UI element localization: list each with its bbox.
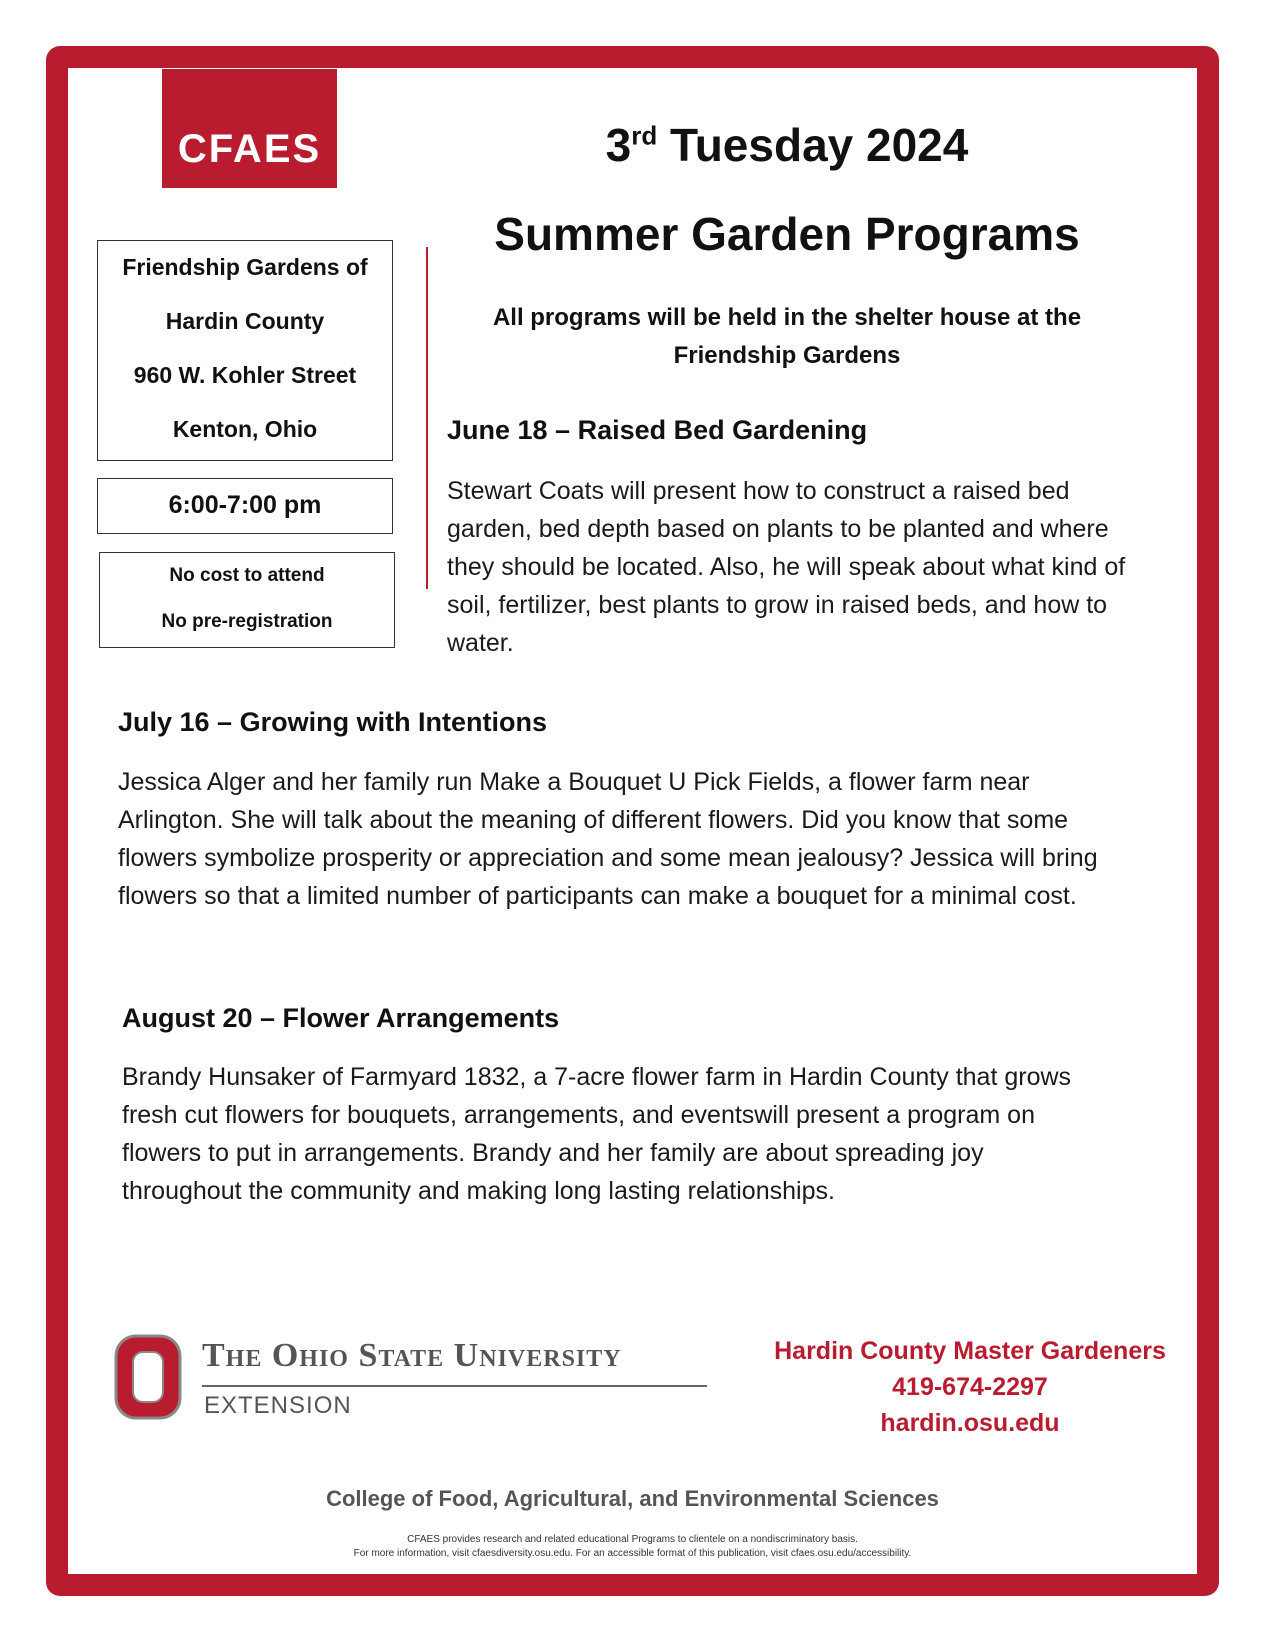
contact-website[interactable]: hardin.osu.edu xyxy=(880,1409,1060,1437)
contact-block xyxy=(750,1333,1190,1441)
osu-wordmark: The Ohio State University xyxy=(202,1337,622,1374)
title-ordinal-suffix: rd xyxy=(631,120,658,151)
info-line: No cost to attend xyxy=(169,565,325,586)
page-subtitle-heading: Summer Garden Programs xyxy=(494,208,1080,260)
location-line: 960 W. Kohler Street xyxy=(133,362,357,388)
info-line: No pre-registration xyxy=(161,611,333,632)
title-rest: Tuesday 2024 xyxy=(657,119,969,171)
program-heading-june: June 18 – Raised Bed Gardening xyxy=(447,415,868,445)
osu-rule xyxy=(202,1385,707,1387)
program-description-june: Stewart Coats will present how to construct a raised bed garden, bed depth based on plants to be planted and where they should be located. Also, he will speak about what kind of soil, fertilizer, best plants to grow in raised beds, and how to water. xyxy=(447,477,1126,657)
location-line: Kenton, Ohio xyxy=(172,416,318,442)
program-description-august: Brandy Hunsaker of Farmyard 1832, a 7-acre flower farm in Hardin County that grows fresh cut flowers for bouquets, arrangements, and eventswill present a program on flowers to put in arrangements. Brandy and her family are about spreading joy throughout the community and making long lasting relationships. xyxy=(122,1063,1072,1205)
program-description-july: Jessica Alger and her family run Make a Bouquet U Pick Fields, a flower farm near Arlington. She will talk about the meaning of different flowers. Did you know that some flowers symbolize prosperity or appreciation and some mean jealousy? Jessica will bring flowers so that a limited number of participants can make a bouquet for a minimal cost. xyxy=(118,768,1098,910)
cfaes-logo: CFAES xyxy=(162,69,337,188)
time-box: 6:00-7:00 pm xyxy=(97,478,393,534)
osu-extension-label: EXTENSION xyxy=(204,1392,352,1419)
title-number: 3 xyxy=(605,119,632,171)
divider xyxy=(426,247,428,589)
info-box xyxy=(99,552,395,648)
contact-org: Hardin County Master Gardeners xyxy=(774,1337,1166,1365)
fine-print xyxy=(70,1533,1195,1561)
page-title xyxy=(437,118,1137,172)
contact-phone: 419-674-2297 xyxy=(892,1373,1048,1401)
program-heading-august: August 20 – Flower Arrangements xyxy=(122,1003,560,1033)
fine-print-line: CFAES provides research and related educational Programs to clientele on a nondiscriminatory basis. xyxy=(407,1534,858,1545)
location-line: Friendship Gardens of xyxy=(122,254,368,280)
fine-print-line: For more information, visit cfaesdiversity.osu.edu. For an accessible format of this publication, visit cfaes.osu.edu/accessibility. xyxy=(353,1548,912,1559)
location-line: Hardin County xyxy=(165,308,325,334)
osu-block-o-icon xyxy=(114,1334,182,1420)
program-heading-july: July 16 – Growing with Intentions xyxy=(118,707,548,737)
venue-note: All programs will be held in the shelter house at the Friendship Gardens xyxy=(492,304,1082,369)
location-box xyxy=(97,240,393,461)
college-name: College of Food, Agricultural, and Environmental Sciences xyxy=(326,1486,939,1511)
